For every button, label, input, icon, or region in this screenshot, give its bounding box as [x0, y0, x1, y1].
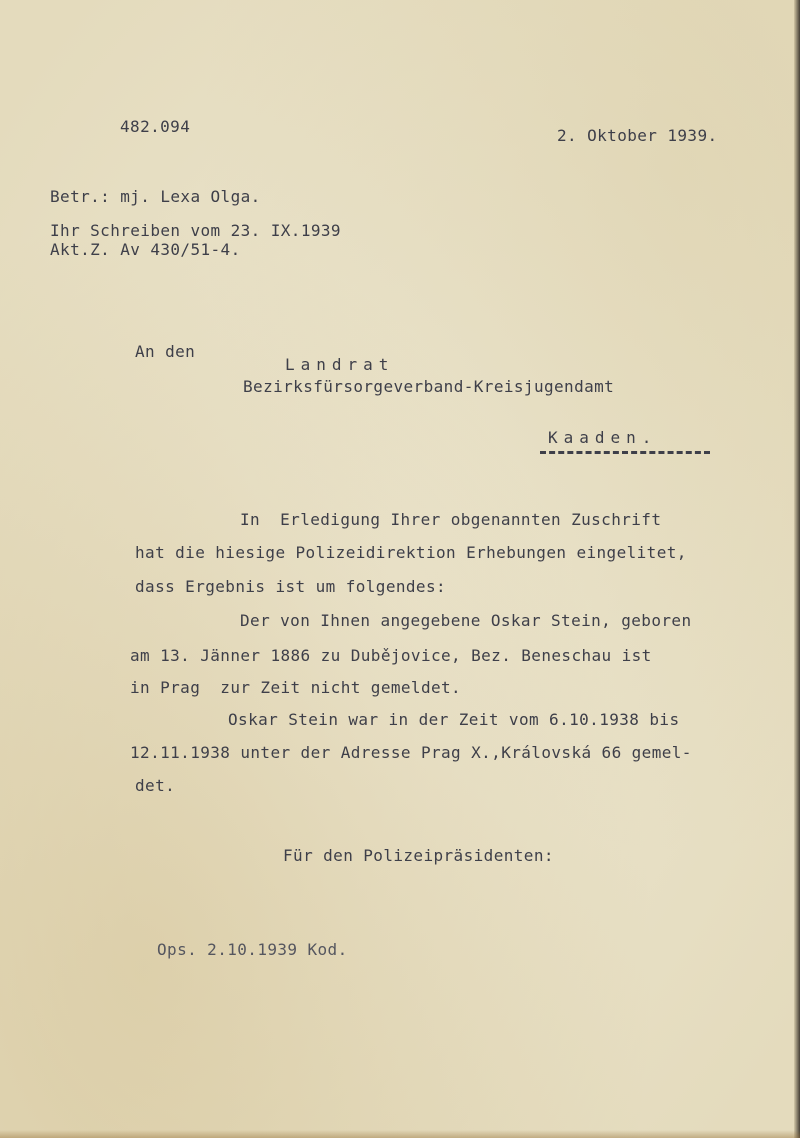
- page-bottom-edge: [0, 1130, 800, 1138]
- body-line: dass Ergebnis ist um folgendes:: [135, 577, 447, 596]
- address-salutation: An den: [135, 342, 196, 361]
- page-edge-shadow: [794, 0, 800, 1138]
- recipient-title: Landrat: [285, 355, 395, 374]
- body-line: Der von Ihnen angegebene Oskar Stein, geboren: [240, 611, 692, 630]
- reference-number: 482.094: [120, 117, 191, 136]
- copy-note: Ops. 2.10.1939 Kod.: [157, 940, 348, 959]
- recipient-office: Bezirksfürsorgeverband-Kreisjugendamt: [243, 377, 615, 396]
- subject-line: Betr.: mj. Lexa Olga.: [50, 187, 261, 206]
- recipient-city: Kaaden.: [548, 428, 658, 447]
- closing-line: Für den Polizeipräsidenten:: [283, 846, 554, 865]
- body-line: Oskar Stein war in der Zeit vom 6.10.1938 bis: [228, 710, 680, 729]
- city-underline: [540, 451, 710, 454]
- body-line: in Prag zur Zeit nicht gemeldet.: [130, 678, 462, 697]
- body-line: In Erledigung Ihrer obgenannten Zuschrift: [240, 510, 662, 529]
- body-line: hat die hiesige Polizeidirektion Erhebungen eingelitet,: [135, 543, 687, 562]
- body-line: 12.11.1938 unter der Adresse Prag X.,Královská 66 gemel-: [130, 743, 692, 762]
- body-line: am 13. Jänner 1886 zu Dubějovice, Bez. Beneschau ist: [130, 646, 652, 665]
- letter-reference: Ihr Schreiben vom 23. IX.1939: [50, 221, 341, 240]
- file-number: Akt.Z. Av 430/51-4.: [50, 240, 241, 259]
- body-line: det.: [135, 776, 176, 795]
- letter-date: 2. Oktober 1939.: [557, 126, 718, 145]
